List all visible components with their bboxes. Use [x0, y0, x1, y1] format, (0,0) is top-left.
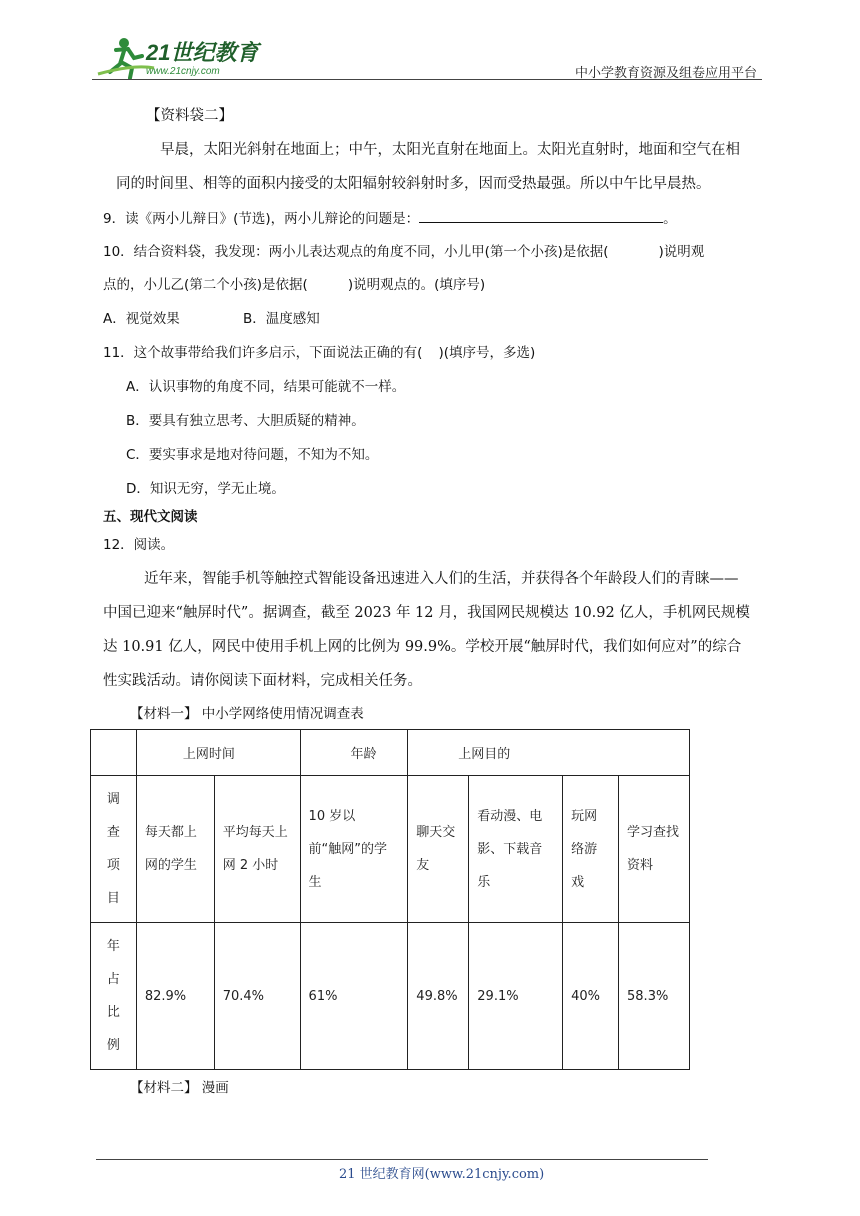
site-logo	[94, 34, 264, 82]
header-divider	[92, 79, 762, 80]
runner-logo-icon	[94, 34, 264, 82]
question-11-stem	[103, 343, 535, 363]
value-cell: 40%	[563, 923, 619, 1070]
question-9-end: 。	[663, 211, 677, 227]
question-11-option-d: D．知识无穷，学无止境。	[126, 481, 285, 497]
question-11-option-b: B．要具有独立思考、大胆质疑的精神。	[126, 413, 365, 429]
svg-text:www.21cnjy.com: www.21cnjy.com	[146, 66, 220, 77]
value-cell: 82.9%	[136, 923, 214, 1070]
survey-table	[90, 729, 690, 1070]
row-label-char: 占	[106, 972, 120, 987]
header-age: 年龄	[300, 730, 408, 776]
row-label-ratio	[91, 923, 137, 1070]
header-purpose: 上网目的	[408, 730, 690, 776]
question-9-text: 9．读《两小儿辩日》(节选)，两小儿辩论的问题是：	[103, 211, 420, 227]
section-5-title: 五、现代文阅读	[103, 509, 198, 525]
question-11-text-b: )(填序号，多选)	[438, 345, 536, 361]
header-online-time: 上网时间	[136, 730, 300, 776]
item-cell: 聊天交友	[408, 776, 469, 923]
table-row	[91, 776, 690, 923]
answer-blank-9[interactable]	[419, 208, 663, 223]
item-cell: 平均每天上网 2 小时	[214, 776, 300, 923]
row-label-char: 调	[106, 792, 120, 807]
row-label-char: 查	[106, 825, 120, 840]
question-10-line-2	[103, 275, 485, 295]
value-cell: 49.8%	[408, 923, 469, 1070]
question-9	[103, 208, 677, 229]
row-label-char: 例	[106, 1038, 120, 1053]
question-10-text-d: )说明观点的。(填序号)	[347, 277, 486, 293]
reading-line-3: 达 10.91 亿人，网民中使用手机上网的比例为 99.9%。学校开展“触屏时代，我们如何应对”的综合	[103, 639, 742, 655]
item-cell: 玩网络游戏	[563, 776, 619, 923]
question-10-line-1	[103, 242, 704, 262]
item-cell: 学习查找资料	[619, 776, 690, 923]
item-cell: 10 岁以前“触网”的学生	[300, 776, 408, 923]
question-11-text-a: 11．这个故事带给我们许多启示，下面说法正确的有(	[103, 345, 423, 361]
row-label-char: 目	[106, 891, 120, 906]
value-cell: 58.3%	[619, 923, 690, 1070]
question-10-option-a: A．视觉效果	[103, 311, 180, 327]
reading-line-4: 性实践活动。请你阅读下面材料，完成相关任务。	[103, 673, 422, 689]
row-label-char: 项	[106, 858, 120, 873]
platform-name: 中小学教育资源及组卷应用平台	[575, 66, 758, 81]
material-bag-line-1: 早晨，太阳光斜射在地面上；中午，太阳光直射在地面上。太阳光直射时，地面和空气在相	[160, 142, 740, 158]
question-10-option-b: B．温度感知	[243, 311, 320, 327]
question-10-text-c: 点的，小儿乙(第二个小孩)是依据(	[103, 277, 308, 293]
row-label-char: 年	[106, 939, 120, 954]
reading-line-2: 中国已迎来“触屏时代”。据调查，截至 2023 年 12 月，我国网民规模达 10.92 亿人，手机网民规模	[103, 605, 750, 621]
row-label-char: 比	[106, 1005, 120, 1020]
footer-link[interactable]: 21 世纪教育网(www.21cnjy.com)	[339, 1167, 545, 1182]
table-header-row	[91, 730, 690, 776]
item-cell: 每天都上网的学生	[136, 776, 214, 923]
row-label-items	[91, 776, 137, 923]
material-bag-title: 【资料袋二】	[146, 108, 233, 124]
table-row	[91, 923, 690, 1070]
question-11-option-a: A．认识事物的角度不同，结果可能就不一样。	[126, 379, 406, 395]
reading-line-1: 近年来，智能手机等触控式智能设备迅速进入人们的生活，并获得各个年龄段人们的青睐——	[144, 571, 739, 587]
material-bag-line-2: 同的时间里、相等的面积内接受的太阳辐射较斜射时多，因而受热最强。所以中午比早晨热。	[116, 176, 711, 192]
value-cell: 29.1%	[469, 923, 563, 1070]
question-10-text-a: 10．结合资料袋，我发现：两小儿表达观点的角度不同，小儿甲(第一个小孩)是依据(	[103, 244, 609, 260]
value-cell: 70.4%	[214, 923, 300, 1070]
footer-divider	[96, 1159, 708, 1160]
material-1-title: 【材料一】 中小学网络使用情况调查表	[130, 706, 364, 722]
question-12-stem: 12．阅读。	[103, 537, 175, 553]
table-corner-cell	[91, 730, 137, 776]
svg-text:21世纪教育: 21世纪教育	[146, 40, 259, 65]
value-cell: 61%	[300, 923, 408, 1070]
question-11-option-c: C．要实事求是地对待问题，不知为不知。	[126, 447, 379, 463]
item-cell: 看动漫、电影、下载音乐	[469, 776, 563, 923]
question-10-text-b: )说明观	[658, 244, 705, 260]
material-2-title: 【材料二】 漫画	[130, 1080, 229, 1096]
